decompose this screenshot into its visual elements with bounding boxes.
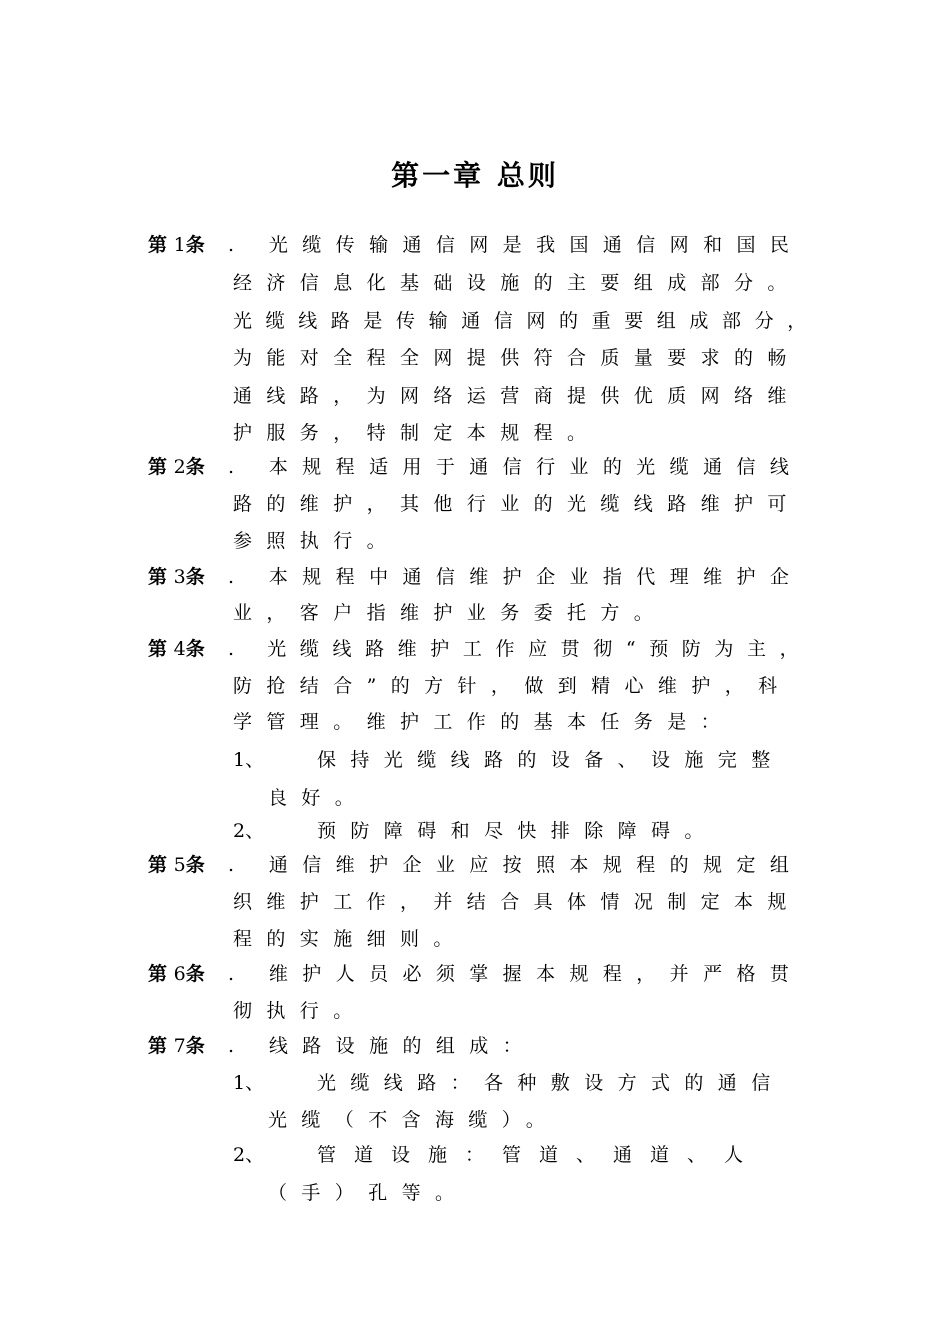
list-item-number: 2、	[233, 1144, 265, 1166]
article-label	[148, 965, 205, 984]
article-label-prefix: 第	[148, 1035, 168, 1057]
chapter-title: 第一章 总则	[391, 159, 559, 192]
article-line: 防抢结合”的方针，做到精心维护，科	[233, 675, 792, 697]
article-label-prefix: 第	[148, 456, 168, 478]
article-line: . 线路设施的组成：	[228, 1035, 537, 1057]
article-line: 程的实施细则。	[233, 928, 467, 950]
article-line: 光缆线路是传输通信网的重要组成部分，	[233, 310, 820, 332]
article-label-suffix: 条	[185, 456, 205, 478]
article-number: 4	[173, 638, 186, 660]
list-item-number: 2、	[233, 820, 265, 842]
article-line: 经济信息化基础设施的主要组成部分。	[233, 272, 801, 294]
list-item-line: （手）孔等。	[268, 1182, 469, 1204]
article-label-suffix: 条	[185, 963, 205, 985]
article-line: 护服务，特制定本规程。	[233, 422, 601, 444]
article-line: 学管理。维护工作的基本任务是：	[233, 711, 735, 733]
article-label	[148, 640, 205, 659]
article-label-suffix: 条	[185, 854, 205, 876]
article-line: 通线路，为网络运营商提供优质网络维	[233, 385, 801, 407]
article-label-suffix: 条	[185, 566, 205, 588]
article-label	[148, 856, 205, 875]
article-number: 7	[173, 1035, 186, 1057]
article-label-suffix: 条	[185, 1035, 205, 1057]
article-label-suffix: 条	[185, 234, 205, 256]
article-label-prefix: 第	[148, 854, 168, 876]
article-number: 3	[173, 566, 186, 588]
article-label-prefix: 第	[148, 963, 168, 985]
article-number: 2	[173, 456, 186, 478]
article-label	[148, 1037, 205, 1056]
list-item-line: 光缆线路：各种敷设方式的通信	[317, 1072, 785, 1094]
article-label-prefix: 第	[148, 566, 168, 588]
article-label-prefix: 第	[148, 234, 168, 256]
list-item-line: 管道设施：管道、通道、人	[317, 1144, 762, 1166]
list-item-line: 预防障碍和尽快排除障碍。	[317, 820, 718, 842]
article-label	[148, 568, 205, 587]
article-label	[148, 458, 205, 477]
article-label-suffix: 条	[185, 638, 205, 660]
article-line: . 光缆线路维护工作应贯彻“预防为主，	[228, 638, 813, 660]
article-line: . 本规程适用于通信行业的光缆通信线	[228, 456, 804, 478]
article-line: 业，客户指维护业务委托方。	[233, 602, 668, 624]
list-item-number: 1、	[233, 1072, 265, 1094]
list-item-line: 保持光缆线路的设备、设施完整	[317, 749, 785, 771]
article-line: 为能对全程全网提供符合质量要求的畅	[233, 347, 801, 369]
article-line: . 光缆传输通信网是我国通信网和国民	[228, 234, 804, 256]
article-line: 织维护工作，并结合具体情况制定本规	[233, 891, 801, 913]
article-number: 5	[173, 854, 186, 876]
article-line: 参照执行。	[233, 530, 401, 552]
list-item-line: 光缆（不含海缆）。	[268, 1109, 560, 1131]
article-label	[148, 236, 205, 255]
article-line: . 维护人员必须掌握本规程，并严格贯	[228, 963, 804, 985]
article-line: 彻执行。	[233, 1000, 367, 1022]
article-line: 路的维护，其他行业的光缆线路维护可	[233, 493, 801, 515]
article-line: . 通信维护企业应按照本规程的规定组	[228, 854, 804, 876]
article-label-prefix: 第	[148, 638, 168, 660]
list-item-line: 良好。	[268, 787, 369, 809]
list-item-number: 1、	[233, 749, 265, 771]
article-line: . 本规程中通信维护企业指代理维护企	[228, 566, 804, 588]
article-number: 1	[173, 234, 186, 256]
article-number: 6	[173, 963, 186, 985]
